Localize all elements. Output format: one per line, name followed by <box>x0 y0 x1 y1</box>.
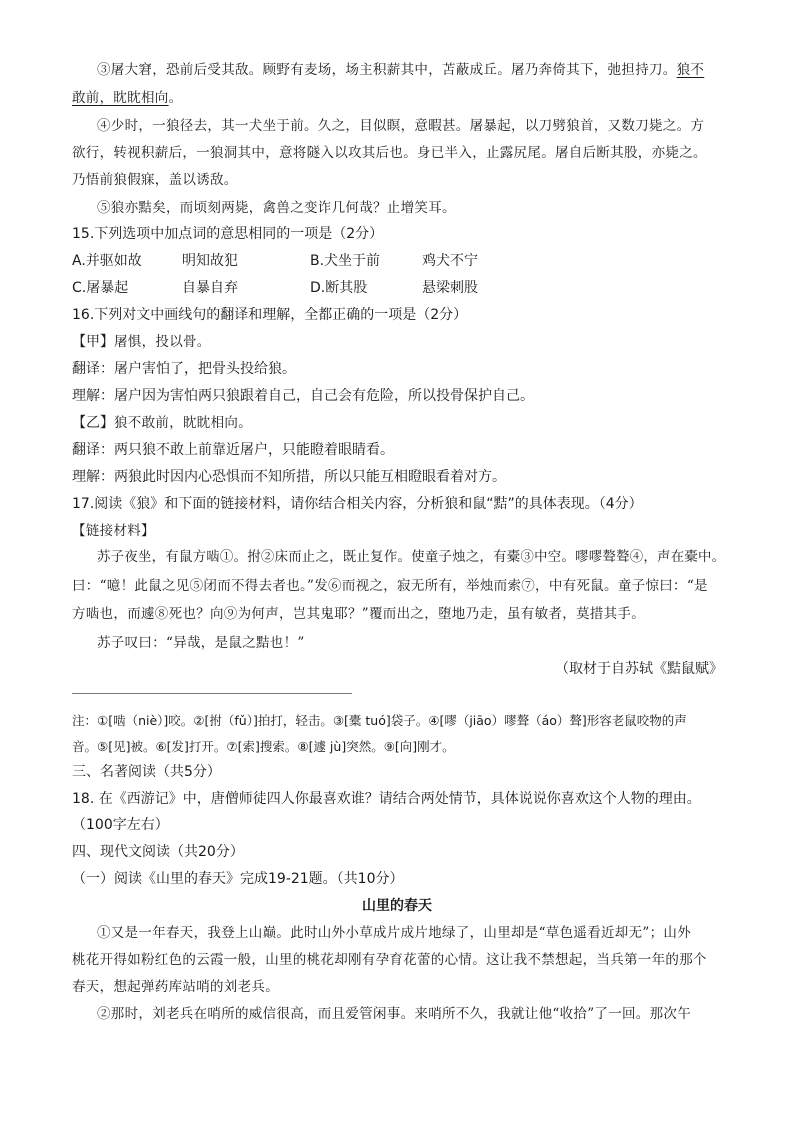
question-18-line-2: （100字左右） <box>72 817 169 833</box>
question-15-stem: 15.下列选项中加点词的意思相同的一项是（2分） <box>72 226 384 242</box>
notes-line-1: 注：①[啮（niè）]咬。②[拊（fǔ）]拍打，轻击。③[橐 tuó]袋子。④[嘐（jiāo）嘐聱（áo）聱]形容老鼠咬物的声 <box>72 713 687 728</box>
paragraph-3-line-2 <box>72 88 182 108</box>
section-4-title: 四、现代文阅读（共20分） <box>72 844 244 860</box>
yi-translation: 翻译：两只狼不敢上前靠近屠户，只能瞪着眼睛看。 <box>72 442 394 458</box>
jia-sentence <box>72 332 211 352</box>
option-d-left: D.断其股 <box>310 280 368 296</box>
section-3-title: 三、名著阅读（共5分） <box>72 764 221 780</box>
option-a-left: A.并驱如故 <box>72 253 142 269</box>
article-paragraph-1-line-3: 春天，想起弹药库站哨的刘老兵。 <box>72 979 279 995</box>
jia-text: 屠惧，投以骨。 <box>114 334 211 350</box>
link-material-line-3: 方啮也，而遽⑧死也？向⑨为何声，岂其鬼耶？”覆而出之，堕地乃走，虽有敏者，莫措其手。 <box>72 606 645 622</box>
article-title: 山里的春天 <box>362 898 432 914</box>
paragraph-4-line-3: 乃悟前狼假寐，盖以诱敌。 <box>72 172 238 188</box>
option-a-right: 明知故犯 <box>182 253 238 269</box>
option-d-right: 悬梁刺股 <box>422 280 478 296</box>
jia-tag: 【甲】 <box>72 334 114 350</box>
paragraph-5: ⑤狼亦黠矣，而顷刻两毙，禽兽之变诈几何哉？止增笑耳。 <box>97 200 456 216</box>
notes-line-2: 音。⑤[见]被。⑥[发]打开。⑦[索]搜索。⑧[遽 jù]突然。⑨[向]刚才。 <box>72 739 455 754</box>
underlined-sentence-part-2: 敢前，眈眈相向 <box>72 90 169 106</box>
link-material-line-2: 曰：“噫！此鼠之见⑤闭而不得去者也。”发⑥而视之，寂无所有，举烛而索⑦，中有死鼠。童子惊曰：“是 <box>72 578 708 594</box>
option-b-left: B.犬坐于前 <box>310 253 381 269</box>
link-material-line-4: 苏子叹曰：“异哉，是鼠之黠也！” <box>97 635 305 651</box>
jia-understanding: 理解：屠户因为害怕两只狼跟着自己，自己会有危险，所以投骨保护自己。 <box>72 388 534 404</box>
question-17-stem: 17.阅读《狼》和下面的链接材料，请你结合相关内容，分析狼和鼠“黠”的具体表现。（4分） <box>72 496 643 512</box>
article-paragraph-1-line-1: ①又是一年春天，我登上山巅。此时山外小草成片成片地绿了，山里却是“草色遥看近却无”；山外 <box>97 925 692 941</box>
link-material-line-1: 苏子夜坐，有鼠方啮①。拊②床而止之，既止复作。使童子烛之，有橐③中空。嘐嘐聱聱④，声在橐中。 <box>97 550 726 565</box>
yi-understanding: 理解：两狼此时因内心恐惧而不知所措，所以只能互相瞪眼看着对方。 <box>72 469 506 485</box>
paragraph-4-line-2: 欲行，转视积薪后，一狼洞其中，意将隧入以攻其后也。身已半入，止露尻尾。屠自后断其股，亦毙之。 <box>72 145 707 161</box>
subsection-1-title: （一）阅读《山里的春天》完成19-21题。（共10分） <box>72 871 404 887</box>
source-citation: （取材于自苏轼《黠鼠赋》 <box>555 661 723 677</box>
option-c-left: C.屠暴起 <box>72 280 129 296</box>
article-paragraph-2-line-1: ②那时，刘老兵在哨所的威信很高，而且爱管闲事。来哨所不久，我就让他“收拾”了一回。那次午 <box>97 1006 692 1022</box>
yi-sentence <box>72 413 252 433</box>
paragraph-3-line-1 <box>97 60 704 80</box>
jia-translation: 翻译：屠户害怕了，把骨头投给狼。 <box>72 361 296 377</box>
yi-text: 狼不敢前，眈眈相向。 <box>114 415 252 431</box>
article-paragraph-1-line-2: 桃花开得如粉红色的云霞一般，山里的桃花却刚有孕育花蕾的心情。这让我不禁想起，当兵第一年的那个 <box>72 952 707 968</box>
paragraph-3-text: ③屠大窘，恐前后受其敌。顾野有麦场，场主积薪其中，苫蔽成丘。屠乃奔倚其下，弛担持刀。 <box>97 62 677 78</box>
option-c-right: 自暴自弃 <box>182 280 238 296</box>
question-18-line-1: 18. 在《西游记》中，唐僧师徒四人你最喜欢谁？请结合两处情节，具体说说你喜欢这个人物的理由。 <box>72 791 701 807</box>
link-material-tag: 【链接材料】 <box>72 523 155 539</box>
footnote-divider <box>72 693 352 694</box>
underlined-sentence-part-1: 狼不 <box>676 62 705 78</box>
paragraph-3-end: 。 <box>168 90 183 106</box>
option-b-right: 鸡犬不宁 <box>422 253 478 269</box>
question-16-stem: 16.下列对文中画线句的翻译和理解，全都正确的一项是（2分） <box>72 307 468 323</box>
yi-tag: 【乙】 <box>72 415 114 431</box>
paragraph-4-line-1: ④少时，一狼径去，其一犬坐于前。久之，目似瞑，意暇甚。屠暴起，以刀劈狼首，又数刀毙之。方 <box>97 118 705 134</box>
